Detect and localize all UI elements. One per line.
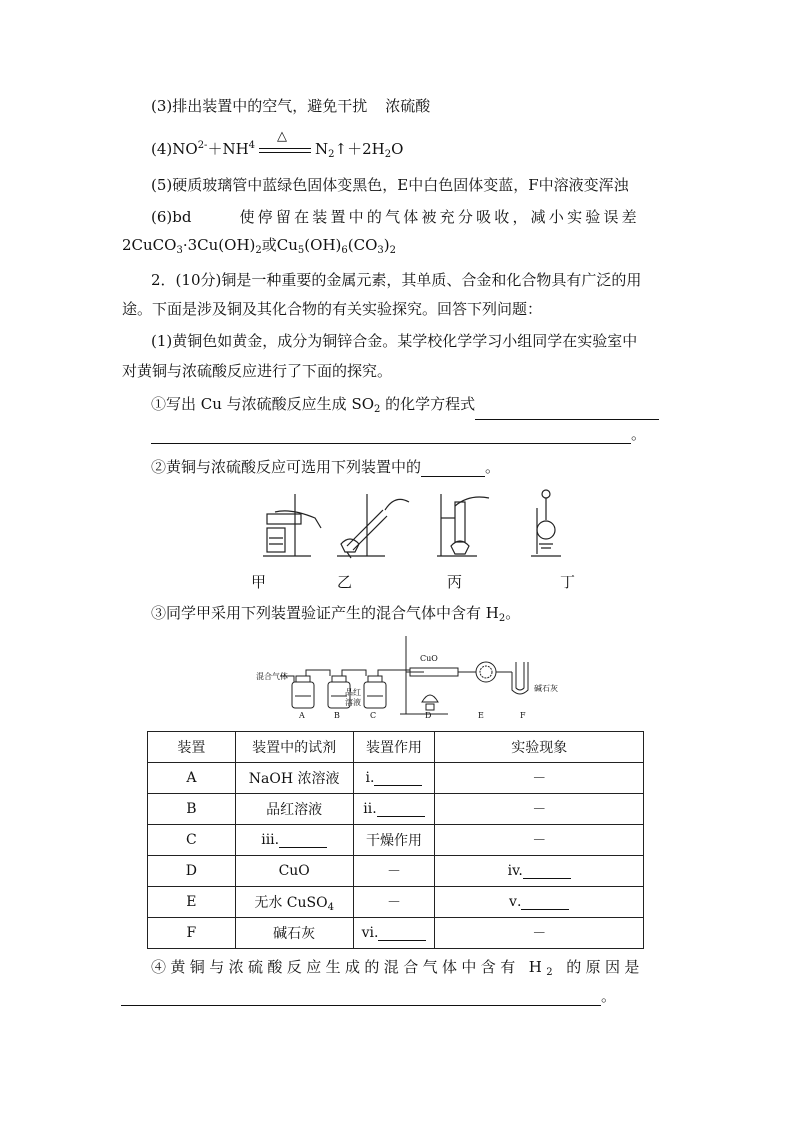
table-header: 装置中的试剂 [235, 732, 353, 763]
table-header-row [148, 732, 644, 763]
label-a: A [299, 711, 305, 720]
label-e: E [478, 711, 484, 720]
experiment-table [147, 731, 644, 949]
table-cell: vi. [353, 918, 435, 949]
label-cuo: CuO [420, 654, 438, 663]
table-cell: － [435, 794, 644, 825]
table-cell: ⅱ. [353, 794, 435, 825]
table-row [148, 825, 644, 856]
label-b: B [334, 711, 340, 720]
table-row [148, 794, 644, 825]
table-cell: － [353, 856, 435, 887]
q2-sub2: ②黄铜与浓硫酸反应可选用下列装置中的 。 [151, 458, 501, 476]
q2-part1-line1: (1)黄铜色如黄金，成分为铜锌合金。某学校化学学习小组同学在实验室中 [151, 332, 638, 350]
answer-blank[interactable] [378, 926, 426, 941]
apparatus-jia [263, 494, 321, 556]
reaction-arrow: △ [259, 143, 311, 157]
answer-4: $(4)NO^{2-}+NH^4$ △ $N_2↑+2H_2O$ [151, 129, 404, 160]
q2-sub3: ③同学甲采用下列装置验证产生的混合气体中含有 $H_2$。 [151, 604, 521, 624]
answer-6-formula: $2CuCO_3\cdot 3Cu(OH)_2$或$Cu_5(OH)_6(CO_3)_2$ [122, 236, 397, 256]
table-cell: ⅴ. [435, 887, 644, 918]
q2-header: 2．(10分)铜是一种重要的金属元素，其单质、合金和化合物具有广泛的用 [151, 271, 642, 289]
table-row [148, 918, 644, 949]
apparatus-bing [437, 494, 489, 556]
answer-3: (3)排出装置中的空气，避免干扰 浓硫酸 [151, 97, 431, 115]
u-tube-f [512, 662, 528, 694]
answer-blank[interactable] [377, 802, 425, 817]
bottle-a [292, 670, 330, 708]
table-header: 实验现象 [435, 732, 644, 763]
tube-d [400, 636, 458, 714]
label-c: C [370, 711, 377, 720]
drying-tube-e [476, 662, 512, 682]
table-cell: NaOH 浓溶液 [235, 763, 353, 794]
answer-5: (5)硬质玻璃管中蓝绿色固体变黑色，E中白色固体变蓝，F中溶液变浑浊 [151, 176, 629, 194]
q2-sub4-cont: 。 [121, 986, 616, 1006]
table-cell: 干燥作用 [353, 825, 435, 856]
table-cell: 品红溶液 [235, 794, 353, 825]
label-ding: 丁 [560, 573, 576, 591]
q2-header-2: 途。下面是涉及铜及其化合物的有关实验探究。回答下列问题： [122, 300, 543, 318]
table-cell: iii. [235, 825, 353, 856]
bottle-c [364, 670, 410, 708]
table-cell: － [353, 887, 435, 918]
label-bing: 丙 [447, 573, 463, 591]
apparatus-yi [337, 494, 409, 558]
answer-blank[interactable] [421, 460, 485, 477]
table-row [148, 856, 644, 887]
q2-sub1: ①写出 Cu 与浓硫酸反应生成 $SO_2$ 的化学方程式 [151, 394, 659, 420]
table-cell: － [435, 918, 644, 949]
table-cell: CuO [235, 856, 353, 887]
table-cell: 碱石灰 [235, 918, 353, 949]
answer-6: (6)bd 使停留在装置中的气体被充分吸收，减小实验误差 [151, 208, 640, 226]
q2-part1-line2: 对黄铜与浓硫酸反应进行了下面的探究。 [122, 362, 393, 380]
label-yi: 乙 [337, 573, 353, 591]
answer-blank[interactable] [151, 427, 631, 444]
table-cell: iv. [435, 856, 644, 887]
table-row [148, 887, 644, 918]
table-cell: D [148, 856, 236, 887]
apparatus-figure [255, 488, 595, 563]
table-cell: A [148, 763, 236, 794]
table-cell: C [148, 825, 236, 856]
table-cell: 无水 CuSO$_4$ [235, 887, 353, 918]
table-cell: E [148, 887, 236, 918]
apparatus-ding [531, 490, 561, 556]
answer-blank[interactable] [475, 403, 659, 420]
q2-sub1-cont: 。 [151, 424, 646, 444]
label-rongye: 溶液 [345, 698, 361, 707]
table-cell: － [435, 763, 644, 794]
table-header: 装置作用 [353, 732, 435, 763]
label-f: F [520, 711, 526, 720]
label-mixed-gas: 混合气体 [256, 672, 288, 681]
table-header: 装置 [148, 732, 236, 763]
table-row [148, 763, 644, 794]
label-jia: 甲 [251, 573, 267, 591]
answer-blank[interactable] [279, 833, 327, 848]
answer-blank[interactable] [121, 989, 601, 1006]
answer-blank[interactable] [523, 864, 571, 879]
table-cell: － [435, 825, 644, 856]
table-cell: B [148, 794, 236, 825]
answer-blank[interactable] [521, 895, 569, 910]
q2-sub4: ④黄铜与浓硫酸反应生成的混合气体中含有 $H_2$ 的原因是 [151, 958, 644, 978]
answer-blank[interactable] [374, 771, 422, 786]
table-cell: ⅰ. [353, 763, 435, 794]
label-soda-lime: 碱石灰 [534, 684, 558, 693]
table-cell: F [148, 918, 236, 949]
label-pinhong: 品红 [345, 688, 361, 697]
label-d: D [425, 711, 432, 720]
